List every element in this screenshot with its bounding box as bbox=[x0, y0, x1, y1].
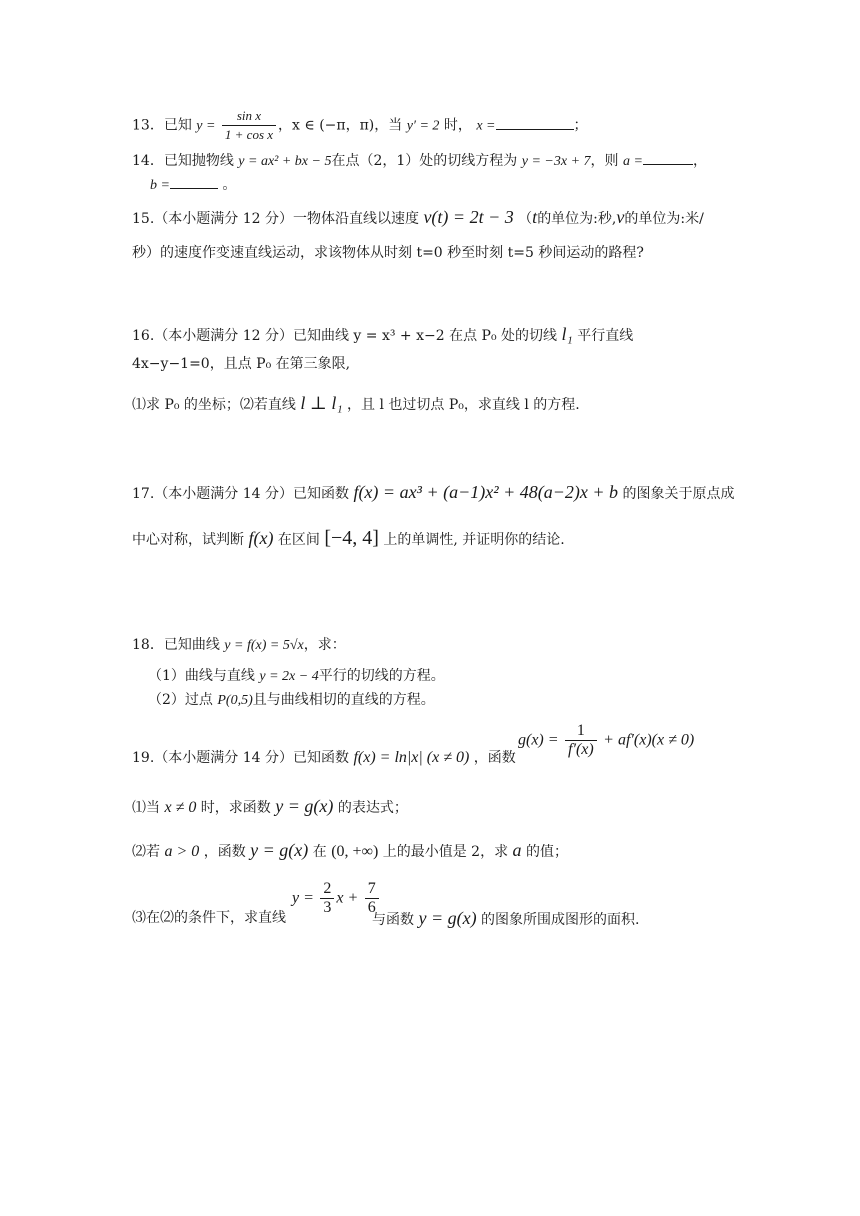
q19-g-num: 1 bbox=[565, 722, 597, 741]
q13-derivative: y′ = 2 bbox=[406, 118, 440, 134]
question-19-g-def bbox=[518, 722, 694, 759]
question-16 bbox=[132, 324, 633, 346]
q14-a-blank[interactable] bbox=[643, 150, 693, 165]
q19-p2-e: 的值； bbox=[526, 844, 568, 860]
question-16-line3 bbox=[132, 393, 580, 415]
q13-end: ； bbox=[573, 117, 588, 134]
q19-p2-b: ，函数 bbox=[203, 844, 246, 860]
q16-l1: l₁ bbox=[561, 324, 573, 344]
q15-text-line2: 秒）的速度作变速直线运动，求该物体从时刻 t=0 秒至时刻 t=5 秒间运动的路程? bbox=[132, 245, 644, 261]
q14-b-eq: b = bbox=[150, 178, 170, 193]
q13-number: 13． bbox=[132, 117, 164, 134]
q16-text-a: 16.（本小题满分 12 分）已知曲线 y = x³ + x−2 在点 P₀ 处的切线 bbox=[132, 328, 558, 344]
q17-text-line2a: 中心对称，试判断 bbox=[132, 532, 244, 548]
q19-p2-d: 上的最小值是 2，求 bbox=[382, 844, 509, 860]
q19-g-fraction bbox=[565, 722, 597, 759]
q18-curve: y = f(x) = 5√x bbox=[224, 638, 304, 653]
q17-text-b: 的图象关于原点成 bbox=[622, 486, 735, 502]
question-17-cont bbox=[132, 528, 565, 550]
q14-a-eq: a = bbox=[622, 154, 643, 169]
q18-text-b: ，求： bbox=[303, 637, 346, 653]
q17-text-line2c: 上的单调性, 并证明你的结论. bbox=[383, 532, 565, 548]
question-19 bbox=[132, 748, 516, 768]
q19-p3-a: ⑶在⑵的条件下，求直线 bbox=[132, 910, 286, 926]
q19-p1-b: 时，求函数 bbox=[200, 800, 271, 816]
q19-p3-x: x + bbox=[336, 889, 359, 907]
question-19-part3-tail bbox=[372, 908, 639, 930]
q13-y-eq: y = bbox=[196, 118, 216, 134]
q16-text-b: 平行直线 bbox=[577, 328, 634, 344]
q14-then: ，则 bbox=[590, 153, 619, 169]
q19-g-den: f′(x) bbox=[568, 741, 594, 758]
q13-x-eq: x = bbox=[476, 118, 496, 134]
q19-p3-fn: y = g(x) bbox=[418, 908, 477, 928]
q16-perp: l ⊥ l₁ bbox=[300, 393, 343, 413]
question-19-part2 bbox=[132, 840, 568, 862]
q19-p2-interval: (0, +∞) bbox=[331, 843, 379, 860]
question-15 bbox=[132, 207, 704, 229]
q19-p2-a-var: a bbox=[512, 840, 522, 860]
question-19-part3 bbox=[132, 908, 286, 928]
q17-text-a: 17.（本小题满分 14 分）已知函数 bbox=[132, 486, 349, 502]
q19-text-a: 19.（本小题满分 14 分）已知函数 bbox=[132, 750, 349, 766]
q14-comma: ， bbox=[692, 153, 707, 169]
q15-t-var: t bbox=[532, 207, 538, 227]
q14-curve: y = ax² + bx − 5 bbox=[238, 154, 332, 169]
question-19-part1 bbox=[132, 796, 408, 818]
question-17 bbox=[132, 482, 735, 504]
q17-function: f(x) = ax³ + (a−1)x² + 48(a−2)x + b bbox=[353, 482, 619, 502]
question-18-item2 bbox=[148, 690, 435, 711]
q18-item2-a: （2）过点 bbox=[148, 692, 213, 708]
q19-p1-c: 的表达式； bbox=[337, 800, 408, 816]
q14-number: 14． bbox=[132, 153, 164, 169]
question-15-cont bbox=[132, 243, 644, 263]
q19-p1-cond: x ≠ 0 bbox=[164, 799, 197, 816]
question-14-cont bbox=[150, 174, 236, 196]
q19-p3-y: y = bbox=[292, 889, 314, 907]
q18-item1-a: （1）曲线与直线 bbox=[148, 668, 255, 684]
q19-g-lhs: g(x) = bbox=[518, 731, 559, 749]
q15-velocity: v(t) = 2t − 3 bbox=[423, 207, 514, 227]
q19-p3-c: 的图象所围成图形的面积. bbox=[481, 912, 640, 928]
q18-point: P(0,5) bbox=[217, 693, 253, 708]
q18-item2-b: 且与曲线相切的直线的方程。 bbox=[252, 692, 435, 708]
q16-text-line3b: ，且 l 也过切点 P₀，求直线 l 的方程. bbox=[347, 397, 580, 413]
q15-text-c: 的单位为:秒, bbox=[537, 211, 617, 227]
q13-domain: ，x ∈ (−π，π)，当 bbox=[278, 117, 403, 134]
q14-b-blank[interactable] bbox=[170, 174, 218, 189]
q19-text-b: ，函数 bbox=[473, 750, 516, 766]
q14-tangent: y = −3x + 7 bbox=[521, 154, 591, 169]
q19-p3-b: 与函数 bbox=[372, 912, 414, 928]
q17-fx: f(x) bbox=[248, 528, 274, 548]
q13-when: 时， bbox=[443, 117, 472, 134]
q16-text-line2: 4x−y−1=0，且点 P₀ 在第三象限, bbox=[132, 356, 351, 372]
q19-p2-a: ⑵若 bbox=[132, 844, 160, 860]
q13-frac-num: sin x bbox=[222, 107, 276, 126]
q15-text-a: 15.（本小题满分 12 分）一物体沿直线以速度 bbox=[132, 211, 419, 227]
q16-text-line3a: ⑴求 P₀ 的坐标；⑵若直线 bbox=[132, 397, 296, 413]
q19-p1-a: ⑴当 bbox=[132, 800, 160, 816]
q13-lead: 已知 bbox=[163, 117, 192, 134]
q19-p1-fn: y = g(x) bbox=[275, 796, 334, 816]
q14-mid: 在点（2，1）处的切线方程为 bbox=[331, 153, 518, 169]
q13-fraction bbox=[222, 107, 276, 144]
q15-v-var: v bbox=[616, 207, 625, 227]
question-18-item1 bbox=[148, 666, 445, 687]
q14-end: 。 bbox=[222, 177, 237, 193]
q14-lead: 已知抛物线 bbox=[163, 153, 234, 169]
q19-f-def: f(x) = ln|x| (x ≠ 0) bbox=[353, 749, 470, 766]
q18-item1-line: y = 2x − 4 bbox=[259, 669, 319, 684]
question-16-line2 bbox=[132, 354, 350, 374]
q19-p3-n1: 2 bbox=[320, 880, 334, 899]
q18-text-a: 18．已知曲线 bbox=[132, 637, 220, 653]
question-13 bbox=[132, 107, 588, 144]
q13-frac-den: 1 + cos x bbox=[224, 127, 274, 142]
q19-p2-cond: a > 0 bbox=[164, 843, 200, 860]
q15-text-b: （ bbox=[518, 211, 533, 227]
q19-p2-fn: y = g(x) bbox=[250, 840, 309, 860]
q17-text-line2b: 在区间 bbox=[277, 532, 320, 548]
q19-p2-c: 在 bbox=[312, 844, 327, 860]
q18-item1-b: 平行的切线的方程。 bbox=[318, 668, 445, 684]
q15-text-d: 的单位为:米/ bbox=[624, 211, 704, 227]
q19-g-rest: + af′(x)(x ≠ 0) bbox=[603, 731, 695, 749]
question-19-part3-line bbox=[292, 880, 381, 917]
q19-p3-d1: 3 bbox=[323, 899, 332, 916]
q19-p3-frac1 bbox=[320, 880, 334, 917]
q19-p3-n2: 7 bbox=[365, 880, 379, 899]
question-14 bbox=[132, 150, 707, 172]
q13-answer-blank[interactable] bbox=[496, 115, 574, 130]
q19-p3-d2: 6 bbox=[367, 899, 376, 916]
question-18 bbox=[132, 635, 346, 656]
q17-interval: [−4, 4] bbox=[324, 527, 379, 549]
